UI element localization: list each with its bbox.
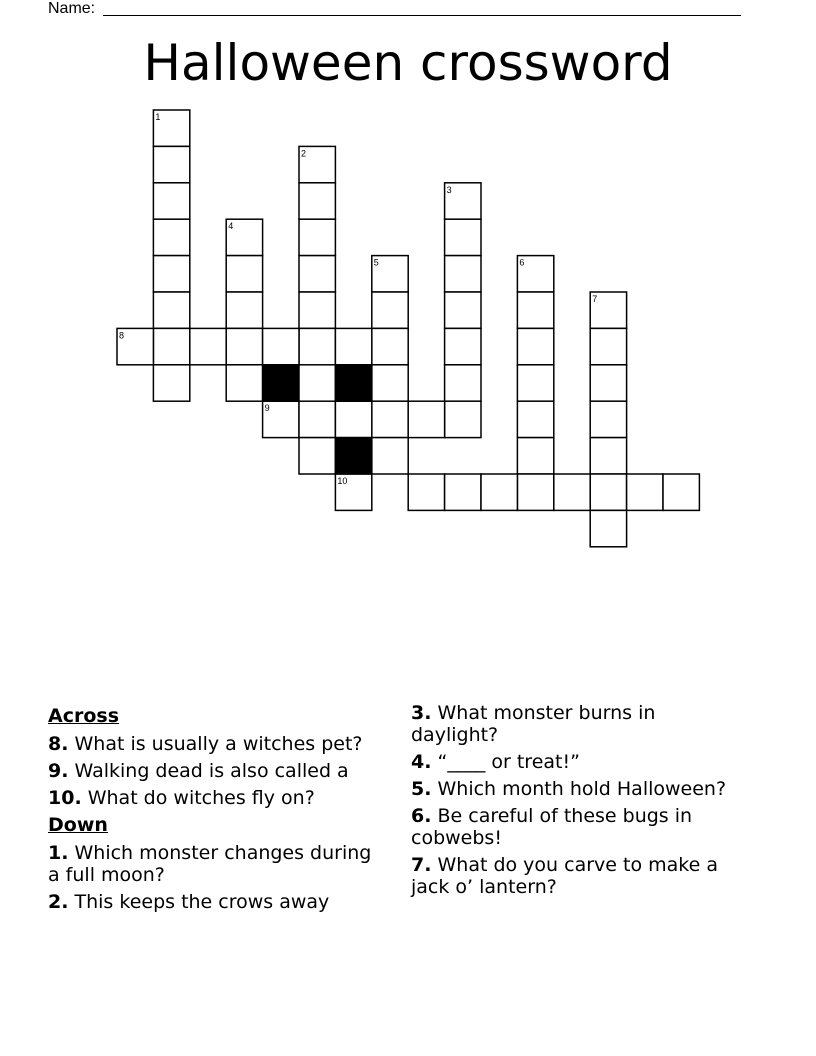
grid-cell[interactable] <box>190 328 226 364</box>
clue-number: 4. <box>411 751 432 773</box>
clue-number-9: 9 <box>264 403 270 414</box>
grid-cell[interactable] <box>590 438 626 474</box>
down-heading: Down <box>48 814 108 836</box>
grid-cell[interactable] <box>517 292 553 328</box>
clue-number-10: 10 <box>337 476 348 486</box>
clue-text: What is usually a witches pet? <box>74 733 363 755</box>
clue-number: 2. <box>48 891 69 913</box>
grid-cell[interactable] <box>481 474 517 510</box>
clue-text: This keeps the crows away <box>74 891 330 913</box>
grid-cell[interactable] <box>153 146 189 182</box>
grid-cell[interactable] <box>153 256 189 292</box>
grid-cell[interactable] <box>299 256 335 292</box>
grid-cell[interactable] <box>517 328 553 364</box>
grid-cell[interactable] <box>226 292 262 328</box>
grid-cell[interactable] <box>335 401 371 437</box>
grid-cell[interactable] <box>153 365 189 401</box>
grid-cell[interactable] <box>372 365 408 401</box>
clue-text: What do you carve to make a jack o’ lantern? <box>411 854 718 898</box>
clue-number-6: 6 <box>519 257 525 268</box>
grid-cell[interactable] <box>590 474 626 510</box>
grid-cell[interactable] <box>372 438 408 474</box>
grid-cell[interactable] <box>263 328 299 364</box>
clue-text: Which month hold Halloween? <box>437 778 727 800</box>
grid-block <box>335 365 371 401</box>
grid-cell[interactable] <box>445 401 481 437</box>
grid-cell[interactable] <box>372 292 408 328</box>
clue-number-8: 8 <box>119 330 125 341</box>
grid-cell[interactable] <box>372 401 408 437</box>
clue-number: 10. <box>48 787 82 809</box>
grid-cell[interactable] <box>335 328 371 364</box>
grid-cell[interactable] <box>517 438 553 474</box>
grid-cell[interactable] <box>445 219 481 255</box>
grid-cell[interactable] <box>590 328 626 364</box>
clue-number: 6. <box>411 805 432 827</box>
grid-cell[interactable] <box>299 328 335 364</box>
clue-number-2: 2 <box>301 148 307 159</box>
clue-down-6 <box>411 805 741 849</box>
clue-number-3: 3 <box>446 184 452 195</box>
page-title: Halloween crossword <box>143 34 673 92</box>
grid-cell[interactable] <box>445 256 481 292</box>
clue-text: What monster burns in daylight? <box>411 702 656 746</box>
grid-cell[interactable] <box>226 256 262 292</box>
grid-cell[interactable] <box>590 401 626 437</box>
grid-cell[interactable] <box>408 474 444 510</box>
grid-cell[interactable] <box>445 474 481 510</box>
clue-number-7: 7 <box>592 294 598 304</box>
grid-cell[interactable] <box>663 474 699 510</box>
grid-cell[interactable] <box>299 401 335 437</box>
grid-block <box>335 438 371 474</box>
clue-text: Walking dead is also called a <box>74 760 349 782</box>
grid-cell[interactable] <box>445 365 481 401</box>
clue-across-10 <box>48 787 388 809</box>
clue-number-4: 4 <box>228 221 234 232</box>
clue-number: 7. <box>411 854 432 876</box>
grid-cell[interactable] <box>590 365 626 401</box>
grid-cell[interactable] <box>517 365 553 401</box>
grid-cell[interactable] <box>153 328 189 364</box>
grid-cell[interactable] <box>590 510 626 546</box>
grid-cell[interactable] <box>226 365 262 401</box>
clues-column-left <box>48 702 388 918</box>
grid-cell[interactable] <box>299 292 335 328</box>
grid-cell[interactable] <box>153 292 189 328</box>
clue-text: Which monster changes during a full moon? <box>48 842 372 886</box>
grid-cell[interactable] <box>299 438 335 474</box>
grid-cell[interactable] <box>445 328 481 364</box>
grid-cell[interactable] <box>445 292 481 328</box>
clues-column-right <box>411 702 741 903</box>
clue-number-1: 1 <box>155 112 161 122</box>
clue-number-5: 5 <box>373 257 379 268</box>
clue-down-7 <box>411 854 741 898</box>
grid-cell[interactable] <box>299 219 335 255</box>
grid-cell[interactable] <box>153 183 189 219</box>
clue-number: 1. <box>48 842 69 864</box>
clue-number: 3. <box>411 702 432 724</box>
clue-down-3 <box>411 702 741 746</box>
clue-text: “____ or treat!” <box>437 751 580 773</box>
name-label: Name: <box>48 0 96 17</box>
clue-number: 5. <box>411 778 432 800</box>
clue-down-5 <box>411 778 741 800</box>
grid-cell[interactable] <box>517 474 553 510</box>
grid-cell[interactable] <box>226 328 262 364</box>
grid-cell[interactable] <box>517 401 553 437</box>
grid-block <box>263 365 299 401</box>
grid-cell[interactable] <box>372 328 408 364</box>
clue-number: 9. <box>48 760 69 782</box>
grid-cell[interactable] <box>408 401 444 437</box>
clue-down-2 <box>48 891 388 913</box>
clue-down-1 <box>48 842 388 886</box>
clue-text: Be careful of these bugs in cobwebs! <box>411 805 693 849</box>
grid-cell[interactable] <box>299 183 335 219</box>
across-heading: Across <box>48 705 120 727</box>
grid-cell[interactable] <box>153 219 189 255</box>
clue-across-9 <box>48 760 388 782</box>
grid-cell[interactable] <box>554 474 590 510</box>
clue-down-4 <box>411 751 741 773</box>
clue-text: What do witches fly on? <box>87 787 315 809</box>
grid-cell[interactable] <box>627 474 663 510</box>
clue-across-8 <box>48 733 388 755</box>
clue-number: 8. <box>48 733 69 755</box>
